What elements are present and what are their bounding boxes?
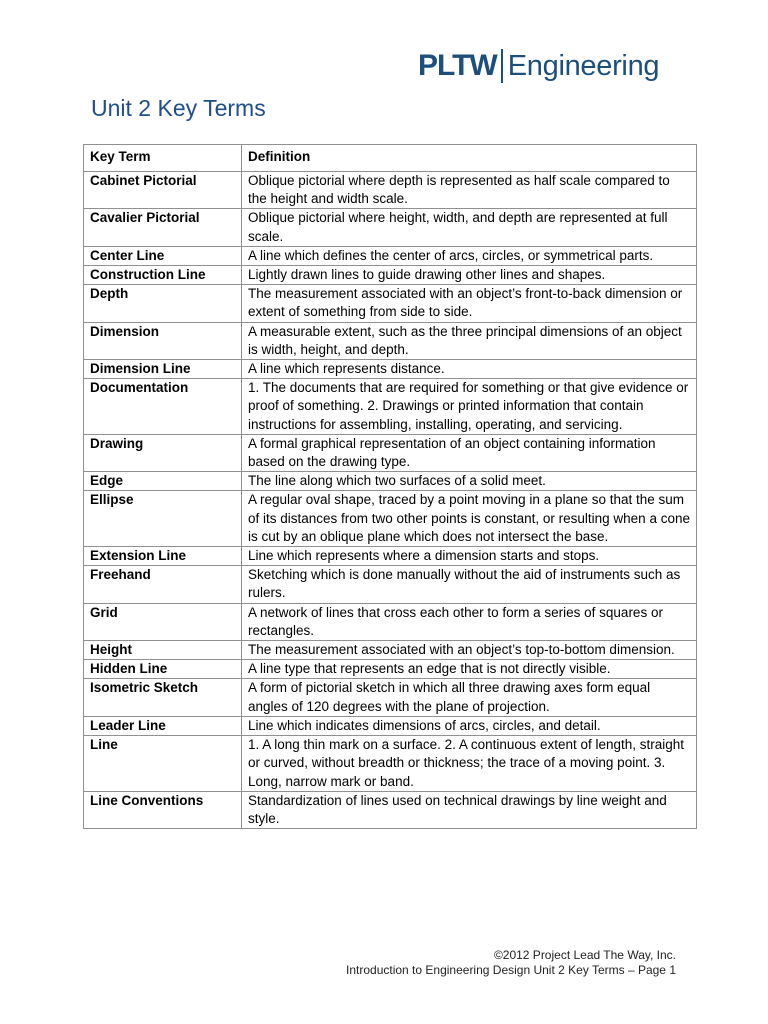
table-row <box>84 360 697 379</box>
key-term-cell: Drawing <box>84 434 242 471</box>
definition-cell: Oblique pictorial where depth is represented as half scale compared to the height and width scale. <box>242 172 697 209</box>
table-row <box>84 172 697 209</box>
table-row <box>84 472 697 491</box>
table-row <box>84 379 697 435</box>
key-term-cell: Cavalier Pictorial <box>84 209 242 246</box>
table-row <box>84 266 697 285</box>
key-term-cell: Leader Line <box>84 716 242 735</box>
definition-cell: 1. The documents that are required for something or that give evidence or proof of something. 2. Drawings or printed information that contain instructions for assembling, installing, operating, and servicing. <box>242 379 697 435</box>
key-term-cell: Ellipse <box>84 491 242 547</box>
page-title: Unit 2 Key Terms <box>91 95 266 121</box>
definition-cell: A form of pictorial sketch in which all three drawing axes form equal angles of 120 degrees with the plane of projection. <box>242 679 697 716</box>
key-term-cell: Line <box>84 736 242 792</box>
table-header-row <box>84 145 697 172</box>
table-row <box>84 434 697 471</box>
page-footer <box>346 948 676 978</box>
definition-cell: A line which represents distance. <box>242 360 697 379</box>
table-row <box>84 716 697 735</box>
definition-cell: Line which indicates dimensions of arcs, circles, and detail. <box>242 716 697 735</box>
definition-cell: 1. A long thin mark on a surface. 2. A continuous extent of length, straight or curved, without breadth or thickness; the trace of a moving point. 3. Long, narrow mark or band. <box>242 736 697 792</box>
header-definition: Definition <box>242 145 697 172</box>
key-terms-table <box>83 144 697 829</box>
table-row <box>84 641 697 660</box>
key-term-cell: Dimension Line <box>84 360 242 379</box>
definition-cell: A regular oval shape, traced by a point moving in a plane so that the sum of its distances from two other points is constant, or resulting when a cone is cut by an oblique plane which does not intersect the base. <box>242 491 697 547</box>
table-row <box>84 736 697 792</box>
table-row <box>84 660 697 679</box>
table-row <box>84 246 697 265</box>
table-row <box>84 603 697 640</box>
logo-divider <box>501 49 503 83</box>
page-label: Introduction to Engineering Design Unit 2 Key Terms – Page 1 <box>346 963 676 977</box>
key-term-cell: Dimension <box>84 322 242 359</box>
key-term-cell: Edge <box>84 472 242 491</box>
key-term-cell: Extension Line <box>84 547 242 566</box>
definition-cell: The measurement associated with an object’s top-to-bottom dimension. <box>242 641 697 660</box>
definition-cell: A line which defines the center of arcs, circles, or symmetrical parts. <box>242 246 697 265</box>
table-row <box>84 547 697 566</box>
definition-cell: The measurement associated with an object’s front-to-back dimension or extent of something from side to side. <box>242 285 697 322</box>
key-term-cell: Center Line <box>84 246 242 265</box>
table-row <box>84 791 697 828</box>
definition-cell: Sketching which is done manually without the aid of instruments such as rulers. <box>242 566 697 603</box>
definition-cell: A measurable extent, such as the three principal dimensions of an object is width, height, and depth. <box>242 322 697 359</box>
key-term-cell: Height <box>84 641 242 660</box>
table-row <box>84 679 697 716</box>
key-term-cell: Freehand <box>84 566 242 603</box>
definition-cell: Oblique pictorial where height, width, and depth are represented at full scale. <box>242 209 697 246</box>
definition-cell: The line along which two surfaces of a solid meet. <box>242 472 697 491</box>
definition-cell: A line type that represents an edge that is not directly visible. <box>242 660 697 679</box>
key-terms-body <box>84 172 697 829</box>
pltw-engineering-logo <box>418 44 659 88</box>
definition-cell: Standardization of lines used on technical drawings by line weight and style. <box>242 791 697 828</box>
key-term-cell: Line Conventions <box>84 791 242 828</box>
key-term-cell: Isometric Sketch <box>84 679 242 716</box>
logo-word: Engineering <box>507 50 660 82</box>
key-term-cell: Grid <box>84 603 242 640</box>
definition-cell: Line which represents where a dimension starts and stops. <box>242 547 697 566</box>
definition-cell: Lightly drawn lines to guide drawing other lines and shapes. <box>242 266 697 285</box>
copyright-notice: ©2012 Project Lead The Way, Inc. <box>493 948 676 962</box>
table-row <box>84 491 697 547</box>
key-term-cell: Documentation <box>84 379 242 435</box>
table-row <box>84 285 697 322</box>
logo-mark: PLTW <box>418 49 497 82</box>
key-term-cell: Cabinet Pictorial <box>84 172 242 209</box>
key-term-cell: Hidden Line <box>84 660 242 679</box>
definition-cell: A formal graphical representation of an object containing information based on the drawing type. <box>242 434 697 471</box>
key-term-cell: Depth <box>84 285 242 322</box>
definition-cell: A network of lines that cross each other to form a series of squares or rectangles. <box>242 603 697 640</box>
table-row <box>84 566 697 603</box>
table-row <box>84 322 697 359</box>
key-term-cell: Construction Line <box>84 266 242 285</box>
table-row <box>84 209 697 246</box>
header-key-term: Key Term <box>84 145 242 172</box>
